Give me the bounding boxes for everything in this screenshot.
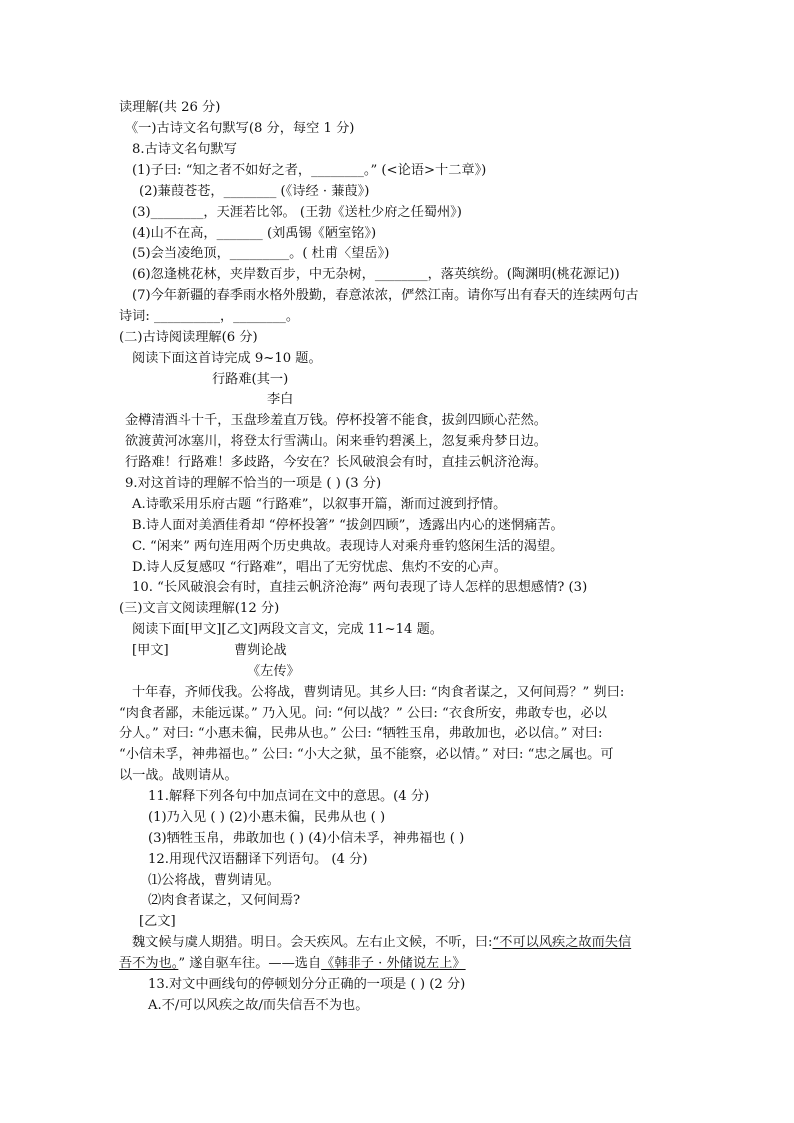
- q9-option-b: B.诗人面对美酒佳肴却 “停杯投箸” “拔剑四顾”，透露出内心的迷惘痛苦。: [132, 518, 564, 533]
- q8-item-4: (4)山不在高，_______ (刘禹锡《陋室铭》): [132, 226, 377, 241]
- section-heading: 读理解(共 26 分): [119, 100, 221, 115]
- poem-line-3: 行路难！行路难！多歧路，今安在？长风破浪会有时，直挂云帆济沧海。: [125, 455, 547, 470]
- poem-line-1: 金樽清酒斗十千，玉盘珍羞直万钱。停杯投箸不能食，拔剑四顾心茫然。: [125, 413, 547, 428]
- q8-item-6: (6)忽逢桃花林，夹岸数百步，中无杂树，________，落英缤纷。(陶渊明(桃花源记)): [132, 267, 620, 282]
- q11-stem: 11.解释下列各句中加点词在文中的意思。(4 分): [148, 789, 430, 804]
- jia-text-line-3: 分人。” 对曰: “小惠未徧，民弗从也。” 公曰: “牺牲玉帛，弗敢加也，必以信。” 对曰:: [119, 726, 603, 741]
- q10-stem: 10. “长风破浪会有时，直挂云帆济沧海” 两句表现了诗人怎样的思想感情? (3): [132, 580, 588, 595]
- poem-title: 行路难(其一): [212, 372, 289, 387]
- q8-title: 8.古诗文名句默写: [132, 142, 237, 157]
- q12-item-2: ⑵肉食者谋之，又何间焉?: [148, 893, 301, 908]
- q8-item-7-line2: 诗词: __________，________。: [119, 309, 300, 324]
- q9-stem: 9.对这首诗的理解不恰当的一项是 ( ) (3 分): [125, 476, 382, 491]
- yi-underlined-sentence-end: 吾不为也。: [119, 956, 179, 971]
- yi-underlined-sentence-start: “不可以风疾之故而失信: [492, 935, 632, 950]
- q12-item-1: ⑴公将战，曹刿请见。: [148, 873, 280, 888]
- q8-item-1: (1)子曰: “知之者不如好之者，________。” (<论语>十二章》): [132, 163, 487, 178]
- jia-text-line-5: 以一战。战则请从。: [119, 768, 238, 783]
- q13-option-a: A.不/可以风疾之故/而失信吾不为也。: [148, 998, 369, 1013]
- q13-stem: 13.对文中画线句的停顿划分分正确的一项是 ( ) (2 分): [148, 977, 466, 992]
- yi-text-line-2: [119, 954, 466, 974]
- yi-text-plain-2: ” 遂自驱车往。——选自: [178, 956, 322, 971]
- q9-option-c: C. “闲来” 两句连用两个历史典故。表现诗人对乘舟垂钓悠闲生活的渴望。: [132, 539, 564, 554]
- part2-title: (二)古诗阅读理解(6 分): [119, 330, 258, 345]
- jia-text-line-2: “肉食者鄙，未能远谋。” 乃入见。问: “何以战？” 公曰: “衣食所安，弗敢专也，必以: [119, 706, 607, 721]
- poem-author: 李白: [267, 392, 294, 407]
- q9-option-a: A.诗歌采用乐府古题 “行路难”，以叙事开篇，渐而过渡到抒情。: [132, 497, 507, 512]
- q8-item-5: (5)会当凌绝顶，_________。( 杜甫〈望岳》): [132, 246, 390, 261]
- poem-line-2: 欲渡黄河冰塞川，将登太行雪满山。闲来垂钓碧溪上，忽复乘舟梦日边。: [125, 434, 547, 449]
- jia-label: [甲文]: [132, 643, 169, 658]
- q11-row-2: (3)牺牲玉帛，弗敢加也 ( ) (4)小信未孚，神弗福也 ( ): [148, 831, 465, 846]
- q11-row-1: (1)乃入见 ( ) (2)小惠未徧，民弗从也 ( ): [148, 810, 386, 825]
- q12-stem: 12.用现代汉语翻译下列语句。 (4 分): [148, 852, 368, 867]
- part1-title: 《一)古诗文名句默写(8 分，每空 1 分): [125, 121, 355, 136]
- q9-option-d: D.诗人反复感叹 “行路难”，唱出了无穷忧虑、焦灼不安的心声。: [132, 560, 507, 575]
- jia-title: 曹刿论战: [234, 643, 287, 658]
- yi-text-plain: 魏文候与虞人期猎。明日。会天疾风。左右止文候，不听，曰:: [132, 935, 493, 950]
- part2-intro: 阅读下面这首诗完成 9~10 题。: [132, 351, 322, 366]
- jia-text-line-4: “小信未孚，神弗福也。” 公曰: “小大之狱，虽不能察，必以情。” 对曰: “忠之属也。可: [119, 747, 614, 762]
- yi-label: [乙文]: [139, 914, 176, 929]
- q8-item-2: (2)蒹葭苍苍，________ (《诗经 · 蒹葭》): [139, 184, 370, 199]
- jia-source: 《左传》: [247, 664, 300, 679]
- q8-item-3: (3)________，天涯若比邻。 (王勃《送杜少府之任蜀州》): [132, 205, 462, 220]
- part3-intro: 阅读下面[甲文][乙文]两段文言文，完成 11~14 题。: [132, 622, 443, 637]
- part3-title: (三)文言文阅读理解(12 分): [119, 601, 280, 616]
- jia-text-line-1: 十年春，齐师伐我。公将战，曹刿请见。其乡人曰: “肉食者谋之，又何间焉？” 刿曰:: [132, 685, 625, 700]
- yi-source: 《韩非子 · 外储说左上》: [321, 956, 466, 971]
- q8-item-7-line1: (7)今年新疆的春季雨水格外殷勤，春意浓浓，俨然江南。请你写出有春天的连续两句古: [132, 288, 639, 303]
- yi-text-line-1: [132, 933, 631, 953]
